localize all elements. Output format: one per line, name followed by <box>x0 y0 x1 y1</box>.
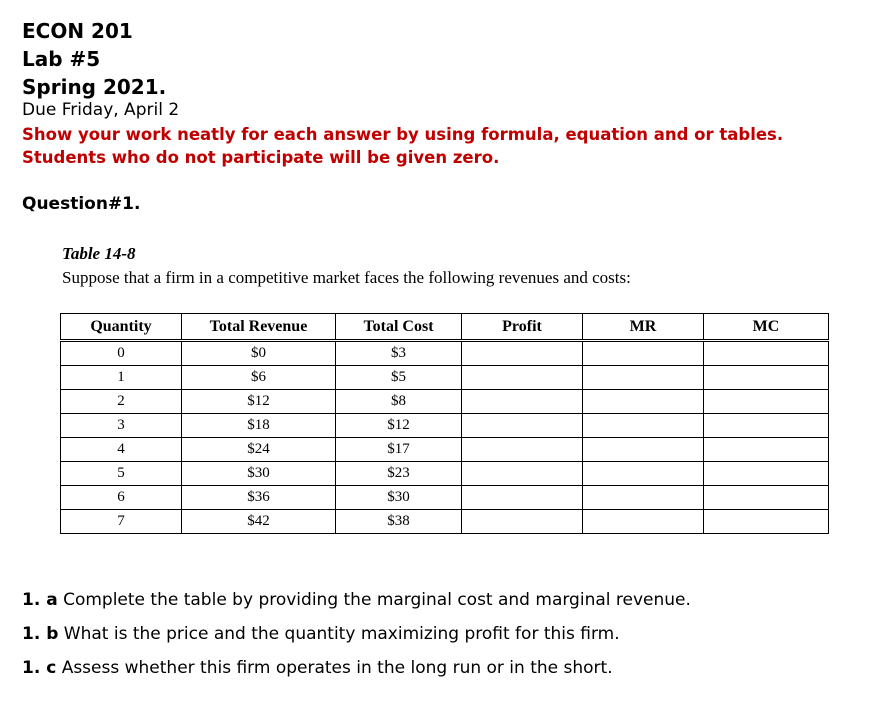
cell-mr <box>583 486 704 510</box>
cell-profit <box>462 341 583 366</box>
header-mr: MR <box>583 314 704 341</box>
question-text: What is the price and the quantity maximizing profit for this firm. <box>58 624 620 644</box>
cell-total-revenue: $0 <box>182 341 336 366</box>
cell-quantity: 2 <box>61 390 182 414</box>
cell-total-cost: $8 <box>336 390 462 414</box>
cell-mr <box>583 366 704 390</box>
cell-mr <box>583 510 704 534</box>
question-number: 1. c <box>22 658 57 678</box>
cell-mr <box>583 390 704 414</box>
cell-total-revenue: $42 <box>182 510 336 534</box>
table-row <box>61 390 829 414</box>
cell-mr <box>583 341 704 366</box>
cell-mc <box>704 510 829 534</box>
header-total-revenue: Total Revenue <box>182 314 336 341</box>
cell-total-revenue: $30 <box>182 462 336 486</box>
table-row <box>61 462 829 486</box>
table-row <box>61 510 829 534</box>
cell-mc <box>704 486 829 510</box>
question-1c <box>22 658 613 678</box>
cell-mr <box>583 462 704 486</box>
cell-total-cost: $5 <box>336 366 462 390</box>
cell-quantity: 6 <box>61 486 182 510</box>
cell-total-cost: $17 <box>336 438 462 462</box>
cell-profit <box>462 414 583 438</box>
cell-mr <box>583 438 704 462</box>
table-row <box>61 486 829 510</box>
cell-total-cost: $3 <box>336 341 462 366</box>
cell-profit <box>462 438 583 462</box>
table-row <box>61 414 829 438</box>
cell-quantity: 4 <box>61 438 182 462</box>
cell-total-revenue: $24 <box>182 438 336 462</box>
question-number: 1. a <box>22 590 58 610</box>
lab-title: Lab #5 <box>22 47 101 71</box>
table-row <box>61 341 829 366</box>
question-text: Complete the table by providing the marginal cost and marginal revenue. <box>57 590 691 610</box>
table-title: Table 14-8 <box>62 244 136 263</box>
cell-total-cost: $12 <box>336 414 462 438</box>
question-1b <box>22 624 620 644</box>
cell-mr <box>583 414 704 438</box>
cell-total-revenue: $12 <box>182 390 336 414</box>
cell-total-revenue: $18 <box>182 414 336 438</box>
revenue-cost-table <box>60 313 829 534</box>
cell-profit <box>462 390 583 414</box>
cell-profit <box>462 486 583 510</box>
course-title: ECON 201 <box>22 19 133 43</box>
cell-total-cost: $30 <box>336 486 462 510</box>
cell-quantity: 1 <box>61 366 182 390</box>
cell-total-cost: $23 <box>336 462 462 486</box>
cell-mc <box>704 438 829 462</box>
question-number: 1. b <box>22 624 59 644</box>
cell-mc <box>704 341 829 366</box>
table-header-row <box>61 314 829 341</box>
header-profit: Profit <box>462 314 583 341</box>
header-quantity: Quantity <box>61 314 182 341</box>
question-title: Question#1. <box>22 194 141 214</box>
cell-total-revenue: $36 <box>182 486 336 510</box>
cell-total-cost: $38 <box>336 510 462 534</box>
instruction-line-1: Show your work neatly for each answer by using formula, equation and or tables. <box>22 125 784 144</box>
cell-quantity: 5 <box>61 462 182 486</box>
table-row <box>61 366 829 390</box>
cell-mc <box>704 462 829 486</box>
cell-quantity: 3 <box>61 414 182 438</box>
term-title: Spring 2021. <box>22 75 167 99</box>
cell-quantity: 7 <box>61 510 182 534</box>
cell-profit <box>462 366 583 390</box>
instruction-line-2: Students who do not participate will be given zero. <box>22 148 500 167</box>
table-description: Suppose that a firm in a competitive market faces the following revenues and costs: <box>62 268 631 287</box>
question-text: Assess whether this firm operates in the long run or in the short. <box>56 658 613 678</box>
table-row <box>61 438 829 462</box>
cell-mc <box>704 366 829 390</box>
cell-profit <box>462 510 583 534</box>
cell-total-revenue: $6 <box>182 366 336 390</box>
due-date: Due Friday, April 2 <box>22 100 180 120</box>
cell-profit <box>462 462 583 486</box>
header-total-cost: Total Cost <box>336 314 462 341</box>
cell-quantity: 0 <box>61 341 182 366</box>
header-mc: MC <box>704 314 829 341</box>
cell-mc <box>704 390 829 414</box>
question-1a <box>22 590 691 610</box>
cell-mc <box>704 414 829 438</box>
